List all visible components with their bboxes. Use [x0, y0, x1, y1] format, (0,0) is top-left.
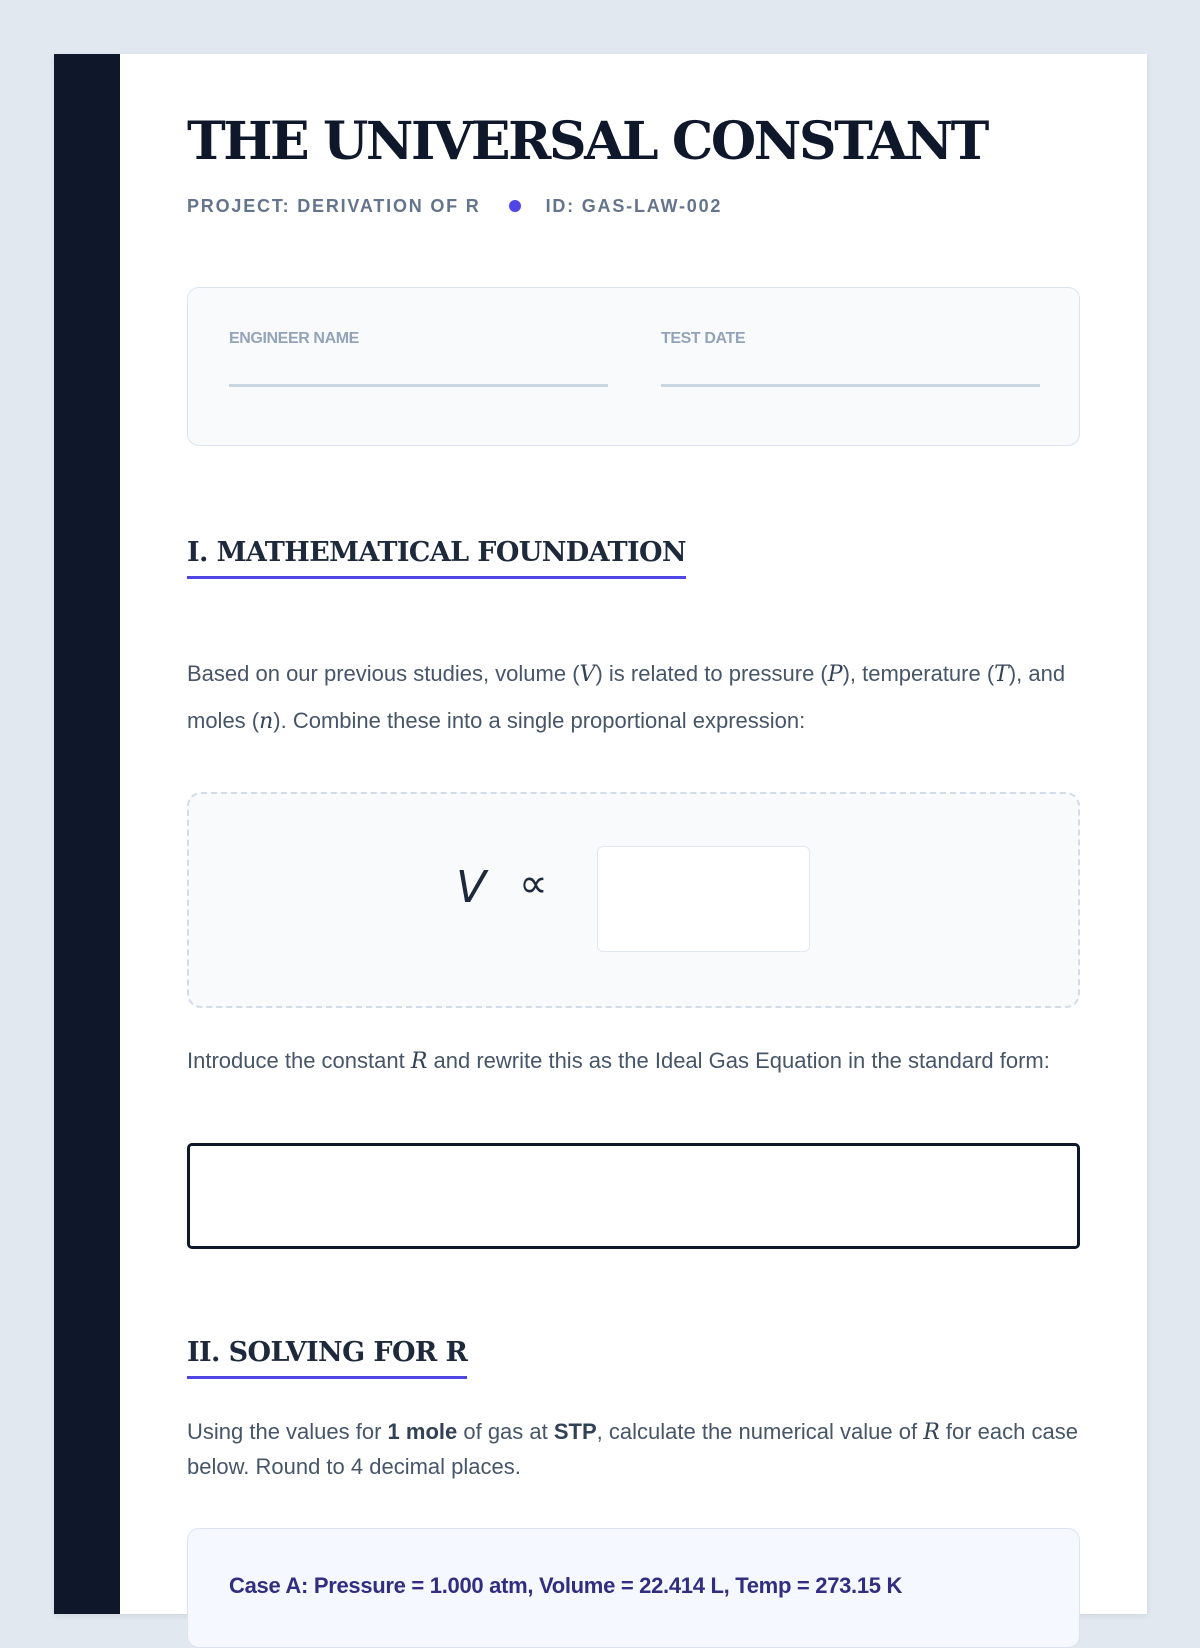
case-a-card: [187, 1528, 1080, 1648]
engineer-name-label: ENGINEER NAME: [229, 330, 359, 347]
math-variable-v: V: [579, 662, 596, 687]
equation-prompt-text: [187, 1044, 1082, 1079]
proportion-lhs: V: [456, 862, 487, 913]
case-a-label: Case A: Pressure = 1.000 atm, Volume = 22.414 L, Temp = 273.15 K: [229, 1573, 903, 1598]
section-title-foundation: I. MATHEMATICAL FOUNDATION: [187, 539, 686, 579]
document-id: ID: GAS-LAW-002: [545, 196, 723, 216]
solving-intro-text: [187, 1415, 1082, 1484]
section-title-solving: II. SOLVING FOR R: [187, 1339, 467, 1379]
page-title: THE UNIVERSAL CONSTANT: [187, 111, 987, 172]
engineer-name-input[interactable]: [229, 355, 612, 391]
prompt-text-part: Introduce the constant: [187, 1048, 411, 1073]
math-variable-n: n: [259, 709, 274, 734]
prompt-text-part: and rewrite this as the Ideal Gas Equation in the standard form:: [427, 1048, 1050, 1073]
binder-spine: [54, 54, 120, 1614]
math-variable-r: R: [923, 1420, 940, 1445]
proportion-answer-input[interactable]: [597, 846, 810, 952]
ideal-gas-equation-input[interactable]: [187, 1143, 1080, 1249]
proportionality-box: [187, 792, 1080, 1008]
worksheet-page: [54, 54, 1147, 1614]
document-meta: [187, 197, 722, 215]
project-label: PROJECT: DERIVATION OF R: [187, 196, 481, 216]
proportional-to-symbol: ∝: [519, 861, 548, 907]
intro-text-part: ), temperature (: [842, 661, 995, 686]
emphasis-one-mole: 1 mole: [387, 1419, 458, 1444]
solving-text-part: of gas at: [457, 1419, 554, 1444]
test-date-label: TEST DATE: [661, 330, 746, 347]
math-variable-t: T: [994, 662, 1009, 687]
intro-text-part: ), and moles (: [187, 661, 1066, 733]
solving-text-part: , calculate the numerical value of: [596, 1419, 924, 1444]
intro-text-part: Based on our previous studies, volume (: [187, 661, 580, 686]
test-date-field: [661, 331, 1040, 387]
intro-text-part: ). Combine these into a single proportional expression:: [273, 708, 806, 733]
intro-text-part: ) is related to pressure (: [595, 661, 828, 686]
foundation-intro-text: [187, 651, 1082, 745]
engineer-info-card: [187, 287, 1080, 446]
separator-dot-icon: [509, 200, 521, 212]
emphasis-stp: STP: [553, 1419, 597, 1444]
math-variable-p: P: [827, 662, 843, 687]
engineer-name-field: [229, 331, 608, 387]
test-date-input[interactable]: [661, 355, 1044, 391]
math-variable-r: R: [410, 1049, 428, 1074]
solving-text-part: for each case below. Round to 4 decimal places.: [187, 1419, 1078, 1479]
solving-text-part: Using the values for: [187, 1419, 388, 1444]
